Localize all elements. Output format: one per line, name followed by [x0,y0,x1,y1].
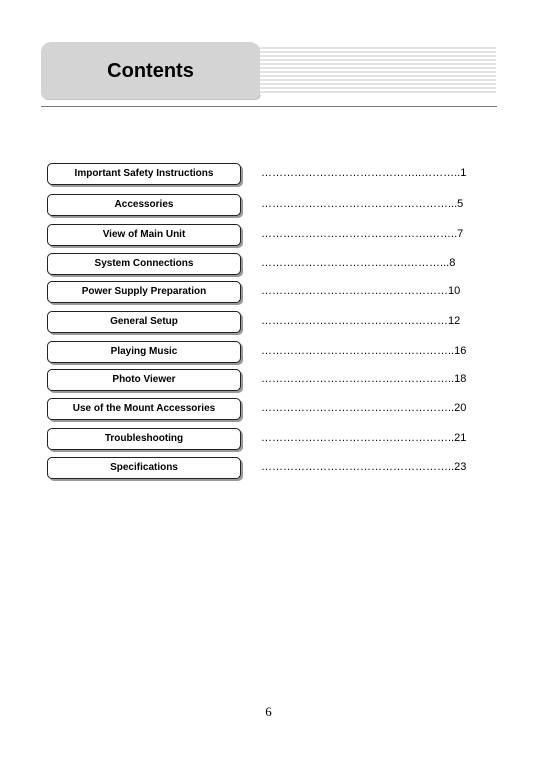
toc-leader-mount-accessories: ……………………………………………..20 [261,402,467,414]
toc-link-accessories[interactable]: Accessories [47,194,241,216]
page-number: 6 [265,704,272,719]
toc-leader-system-connections: ………………………………….………...8 [261,257,456,269]
toc-item-system-connections [47,253,537,277]
toc-leader-playing-music: ……………………………………………..16 [261,345,467,357]
toc-item-photo-viewer [47,369,537,393]
toc-link-safety-instructions[interactable]: Important Safety Instructions [47,163,241,185]
toc-link-playing-music[interactable]: Playing Music [47,341,241,363]
toc-link-general-setup[interactable]: General Setup [47,311,241,333]
toc-link-photo-viewer[interactable]: Photo Viewer [47,369,241,391]
toc-link-system-connections[interactable]: System Connections [47,253,241,275]
toc-item-specifications [47,457,537,481]
toc-link-view-of-main-unit[interactable]: View of Main Unit [47,224,241,246]
toc-link-power-supply[interactable]: Power Supply Preparation [47,281,241,303]
toc-leader-general-setup: ……………………………………………12 [261,315,461,327]
toc-item-mount-accessories [47,398,537,422]
page-title: Contents [107,60,194,82]
toc-link-troubleshooting[interactable]: Troubleshooting [47,428,241,450]
toc-link-specifications[interactable]: Specifications [47,457,241,479]
toc-item-general-setup [47,311,537,335]
toc-leader-view-of-main-unit: ……………………………………….……..7 [261,228,464,240]
toc-leader-power-supply: ……………………………………………10 [261,285,461,297]
toc-item-troubleshooting [47,428,537,452]
toc-leader-specifications: ……………………………………………..23 [261,461,467,473]
toc-item-view-of-main-unit [47,224,537,248]
toc-item-power-supply [47,281,537,305]
toc-leader-troubleshooting: ……………………………………………..21 [261,432,467,444]
toc-leader-accessories: ……………………………………………...5 [261,198,464,210]
toc-leader-photo-viewer: ……………………………………………..18 [261,373,467,385]
toc-link-mount-accessories[interactable]: Use of the Mount Accessories [47,398,241,420]
toc-leader-safety-instructions: ……………………………………..………..1 [261,167,467,179]
toc-item-accessories [47,194,537,218]
toc-item-safety-instructions [47,163,537,187]
toc-item-playing-music [47,341,537,365]
